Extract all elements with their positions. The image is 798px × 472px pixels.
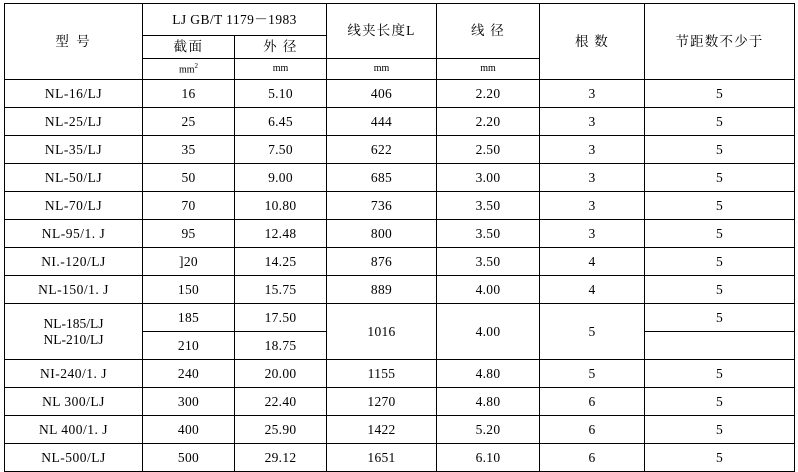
cell-outer-diameter: 29.12 [235,444,327,472]
cell-model: NI.-120/LJ [5,248,143,276]
table-row [5,80,795,108]
table-row [5,136,795,164]
cell-strand-count: 5 [540,360,645,388]
unit-mm-wire: mm [480,62,496,74]
cell-model: NL-500/LJ [5,444,143,472]
cell-model: NL-35/LJ [5,136,143,164]
cell-model: NL-50/LJ [5,164,143,192]
cell-strand-count: 3 [540,108,645,136]
cell-model: NL-25/LJ [5,108,143,136]
cell-pitch-min: 5 [645,276,795,304]
cell-pitch-min: 5 [645,108,795,136]
cell-strand-count: 4 [540,248,645,276]
cell-wire-diameter: 3.00 [437,164,540,192]
cell-outer-diameter: 18.75 [235,332,327,360]
header-model: 型 号 [5,4,143,80]
cell-wire-diameter: 4.80 [437,360,540,388]
cell-section: 150 [143,276,235,304]
header-standard-group: LJ GB/T 1179－1983 [143,4,327,36]
cell-clamp-length: 876 [327,248,437,276]
cell-section: 300 [143,388,235,416]
cell-wire-diameter: 2.50 [437,136,540,164]
cell-pitch-min: 5 [645,192,795,220]
cell-wire-diameter-merged: 4.00 [437,304,540,360]
cell-wire-diameter: 4.00 [437,276,540,304]
cell-model: NI-240/1. J [5,360,143,388]
cell-pitch-min: 5 [645,444,795,472]
table-row [5,220,795,248]
cell-pitch-min: 5 [645,136,795,164]
table-row [5,248,795,276]
cell-section: 240 [143,360,235,388]
cell-outer-diameter: 15.75 [235,276,327,304]
header-clamp-length: 线夹长度L [327,4,437,59]
cell-strand-count: 3 [540,220,645,248]
table-header-row-1 [5,4,795,36]
table-row [5,360,795,388]
header-strand-count: 根 数 [540,4,645,80]
cell-wire-diameter: 2.20 [437,108,540,136]
cell-wire-diameter: 3.50 [437,248,540,276]
cell-clamp-length: 1422 [327,416,437,444]
cell-strand-count: 3 [540,164,645,192]
cell-strand-count-merged: 5 [540,304,645,360]
cell-section: 50 [143,164,235,192]
header-outer-diameter-unit [235,59,327,80]
unit-mm2-text: mm [178,63,195,75]
cell-pitch-min: 5 [645,416,795,444]
cell-strand-count: 6 [540,444,645,472]
cell-outer-diameter: 14.25 [235,248,327,276]
cell-model: NL-150/1. J [5,276,143,304]
cell-clamp-length: 800 [327,220,437,248]
table-row [5,276,795,304]
cell-section: 95 [143,220,235,248]
cell-outer-diameter: 7.50 [235,136,327,164]
cell-clamp-length: 685 [327,164,437,192]
header-outer-diameter: 外 径 [235,36,327,59]
cell-clamp-length: 1270 [327,388,437,416]
cell-section: 70 [143,192,235,220]
cell-model: NL-16/LJ [5,80,143,108]
header-section-unit [143,59,235,80]
cell-outer-diameter: 17.50 [235,304,327,332]
header-pitch-min: 节距数不少于 [645,4,795,80]
unit-mm-outer: mm [272,62,289,74]
cell-strand-count: 6 [540,388,645,416]
unit-mm-clamp: mm [373,62,390,74]
cell-clamp-length: 622 [327,136,437,164]
cell-wire-diameter: 4.80 [437,388,540,416]
cell-model: NL 400/1. J [5,416,143,444]
cell-clamp-length: 736 [327,192,437,220]
header-wire-diameter-unit [437,59,540,80]
cell-section: 185 [143,304,235,332]
cell-outer-diameter: 5.10 [235,80,327,108]
cell-wire-diameter: 2.20 [437,80,540,108]
cell-strand-count: 3 [540,136,645,164]
cell-pitch-min: 5 [645,248,795,276]
cell-clamp-length: 1651 [327,444,437,472]
cell-section: 25 [143,108,235,136]
cell-outer-diameter: 20.00 [235,360,327,388]
cell-outer-diameter: 6.45 [235,108,327,136]
cell-wire-diameter: 5.20 [437,416,540,444]
cell-pitch-min: 5 [645,220,795,248]
cell-clamp-length: 889 [327,276,437,304]
cell-pitch-min-empty [645,332,795,360]
table-row-merged-upper [5,304,795,332]
cell-pitch-min: 5 [645,164,795,192]
table-row [5,416,795,444]
cell-outer-diameter: 25.90 [235,416,327,444]
cell-outer-diameter: 22.40 [235,388,327,416]
cell-model: NL-70/LJ [5,192,143,220]
cell-clamp-length: 406 [327,80,437,108]
cell-model-line-1: NL-185/LJ [43,315,104,331]
table-row [5,108,795,136]
table-row [5,192,795,220]
cell-strand-count: 4 [540,276,645,304]
cell-model-merged [5,304,143,360]
cell-wire-diameter: 3.50 [437,220,540,248]
header-section: 截面 [143,36,235,59]
cell-section: 35 [143,136,235,164]
cell-section: 16 [143,80,235,108]
cell-wire-diameter: 6.10 [437,444,540,472]
cell-section: 210 [143,332,235,360]
cell-strand-count: 3 [540,80,645,108]
cell-section: ]20 [143,248,235,276]
cell-clamp-length-merged: 1016 [327,304,437,360]
cell-model: NL 300/LJ [5,388,143,416]
cell-outer-diameter: 12.48 [235,220,327,248]
cell-model-line-2: NL-210/LJ [43,331,104,347]
cell-pitch-min: 5 [645,80,795,108]
cell-pitch-min: 5 [645,304,795,332]
cell-wire-diameter: 3.50 [437,192,540,220]
cell-clamp-length: 444 [327,108,437,136]
cell-outer-diameter: 9.00 [235,164,327,192]
cell-section: 500 [143,444,235,472]
header-clamp-length-unit [327,59,437,80]
unit-mm2-exponent: 2 [194,61,199,70]
table-row [5,388,795,416]
cell-model: NL-95/1. J [5,220,143,248]
header-wire-diameter: 线 径 [437,4,540,59]
cell-strand-count: 3 [540,192,645,220]
spec-sheet [0,3,798,465]
cell-outer-diameter: 10.80 [235,192,327,220]
cell-strand-count: 6 [540,416,645,444]
cell-pitch-min: 5 [645,360,795,388]
table-row [5,164,795,192]
cell-section: 400 [143,416,235,444]
cell-clamp-length: 1155 [327,360,437,388]
cell-pitch-min: 5 [645,388,795,416]
conductor-spec-table [4,3,795,472]
table-row [5,444,795,472]
